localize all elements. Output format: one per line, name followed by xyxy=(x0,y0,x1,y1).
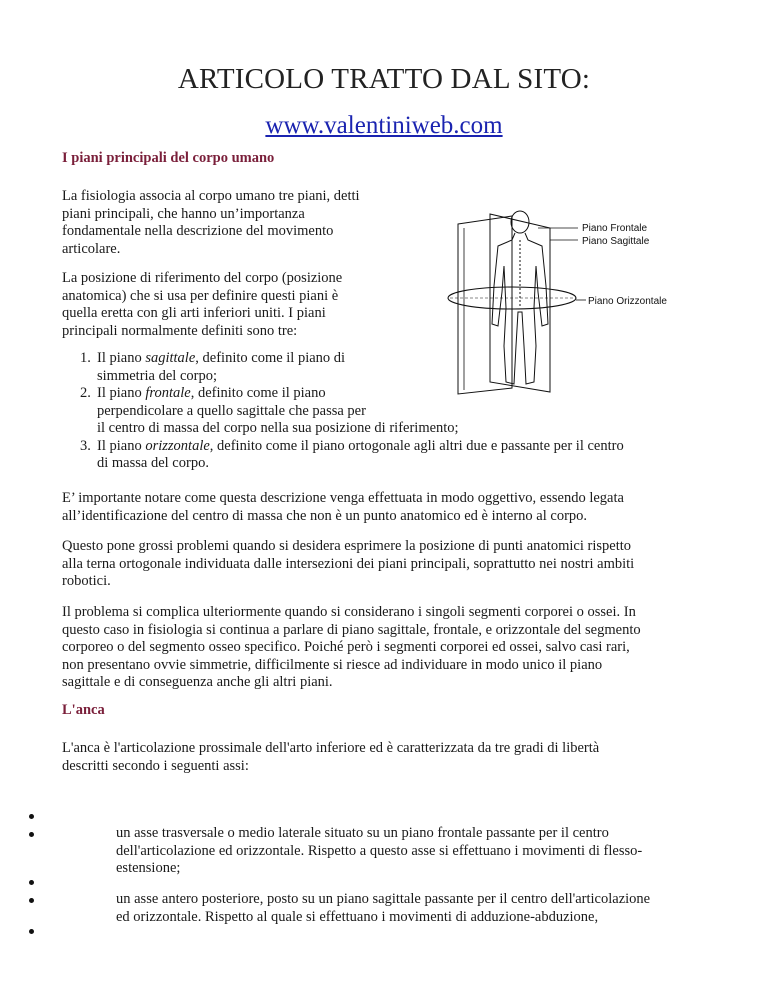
text-line: anatomica) che si usa per definire questi piani è xyxy=(62,287,339,304)
list-text: Il piano xyxy=(97,350,146,366)
paragraph-objective xyxy=(62,490,704,525)
bullet-marker xyxy=(29,832,34,837)
list-text: Il piano xyxy=(97,437,146,454)
list-term: sagittale xyxy=(145,350,196,366)
bullet-text-transverse-axis xyxy=(116,825,710,878)
text-line: sagittale e di conseguenza anche gli altri piani. xyxy=(62,674,333,690)
hip-intro-paragraph xyxy=(62,740,704,775)
list-text: Il piano xyxy=(97,385,146,401)
text-line: ed orizzontale. Rispetto al quale si effettuano i movimenti di adduzione-abduzione, xyxy=(116,908,599,925)
text-line: principali normalmente definiti sono tre: xyxy=(62,322,298,339)
section-heading-hip: L'anca xyxy=(62,702,105,718)
text-line: La fisiologia associa al corpo umano tre piani, detti xyxy=(62,188,360,204)
text-line: E’ importante notare come questa descrizione venga effettuata in modo oggettivo, essendo legata xyxy=(62,490,624,506)
list-text: , definito come il piano ortogonale agli altri due e passante per il centro xyxy=(209,437,624,454)
text-line: estensione; xyxy=(116,860,181,876)
text-line: dell'articolazione ed orizzontale. Rispetto a questo asse si effettuano i movimenti di flesso- xyxy=(116,842,643,859)
text-line: alla terna ortogonale individuata dalle intersezioni dei piani principali, soprattutto nei nostri ambiti xyxy=(62,555,635,572)
text-line: Questo pone grossi problemi quando si desidera esprimere la posizione di punti anatomici rispetto xyxy=(62,538,631,554)
list-item xyxy=(62,438,712,473)
list-text: il centro di massa del corpo nella sua posizione di riferimento; xyxy=(97,420,459,436)
page-title: ARTICOLO TRATTO DAL SITO: xyxy=(177,63,591,95)
label-frontal-plane: Piano Frontale xyxy=(582,223,648,234)
list-term: frontale xyxy=(145,385,191,401)
bullet-text-anteroposterior-axis xyxy=(116,891,710,926)
reference-paragraph xyxy=(62,270,410,340)
text-line: un asse trasversale o medio laterale situato su un piano frontale passante per il centro xyxy=(116,825,609,841)
text-line: robotici. xyxy=(62,573,111,589)
text-line: Il problema si complica ulteriormente quando si considerano i singoli segmenti corporei o ossei. In xyxy=(62,604,636,620)
text-line: L'anca è l'articolazione prossimale dell'arto inferiore ed è caratterizzata da tre gradi di libertà xyxy=(62,740,600,756)
text-line: corporeo o del segmento osseo specifico. Poiché però i segmenti corporei ed ossei, salvo casi rari, xyxy=(62,639,630,655)
planes-list xyxy=(62,350,712,473)
intro-paragraph xyxy=(62,188,410,258)
list-text: perpendicolare a quello sagittale che passa per xyxy=(97,402,366,419)
list-text: simmetria del corpo; xyxy=(97,367,217,384)
paragraph-problems xyxy=(62,538,704,591)
bullet-marker xyxy=(29,814,34,819)
list-item xyxy=(62,350,712,385)
list-item xyxy=(62,385,712,438)
paragraph-segments xyxy=(62,604,704,692)
text-line: La posizione di riferimento del corpo (posizione xyxy=(62,270,343,286)
text-line: all’identificazione del centro di massa che non è un punto anatomico ed è interno al corpo. xyxy=(62,507,588,524)
text-line: questo caso in fisiologia si continua a parlare di piano sagittale, frontale, e orizzontale del segmento xyxy=(62,621,641,638)
text-line: non presentano ovvie simmetrie, difficilmente si riesce ad individuare in modo unico il piano xyxy=(62,656,603,673)
bullet-marker xyxy=(29,929,34,934)
list-text: di massa del corpo. xyxy=(97,455,209,471)
text-line: articolare. xyxy=(62,240,121,257)
list-term: orizzontale xyxy=(145,437,210,454)
site-link[interactable]: www.valentiniweb.com xyxy=(265,112,503,139)
list-text: , definito come il piano xyxy=(190,385,326,401)
text-line: quella eretta con gli arti inferiori uniti. I piani xyxy=(62,305,326,321)
label-horizontal-plane: Piano Orizzontale xyxy=(588,296,667,307)
text-line: un asse antero posteriore, posto su un piano sagittale passante per il centro dell'articolazione xyxy=(116,891,651,907)
list-number: 1. xyxy=(80,350,91,366)
list-number: 2. xyxy=(80,385,91,401)
text-line: descritti secondo i seguenti assi: xyxy=(62,757,249,774)
text-line: fondamentale nella descrizione del movimento xyxy=(62,223,334,239)
text-line: piani principali, che hanno un’importanza xyxy=(62,205,305,222)
list-number: 3. xyxy=(80,437,91,454)
bullet-marker xyxy=(29,880,34,885)
bullet-marker xyxy=(29,898,34,903)
list-text: , definito come il piano di xyxy=(195,350,346,366)
label-sagittal-plane: Piano Sagittale xyxy=(582,236,650,247)
section-heading-planes: I piani principali del corpo umano xyxy=(62,150,275,166)
